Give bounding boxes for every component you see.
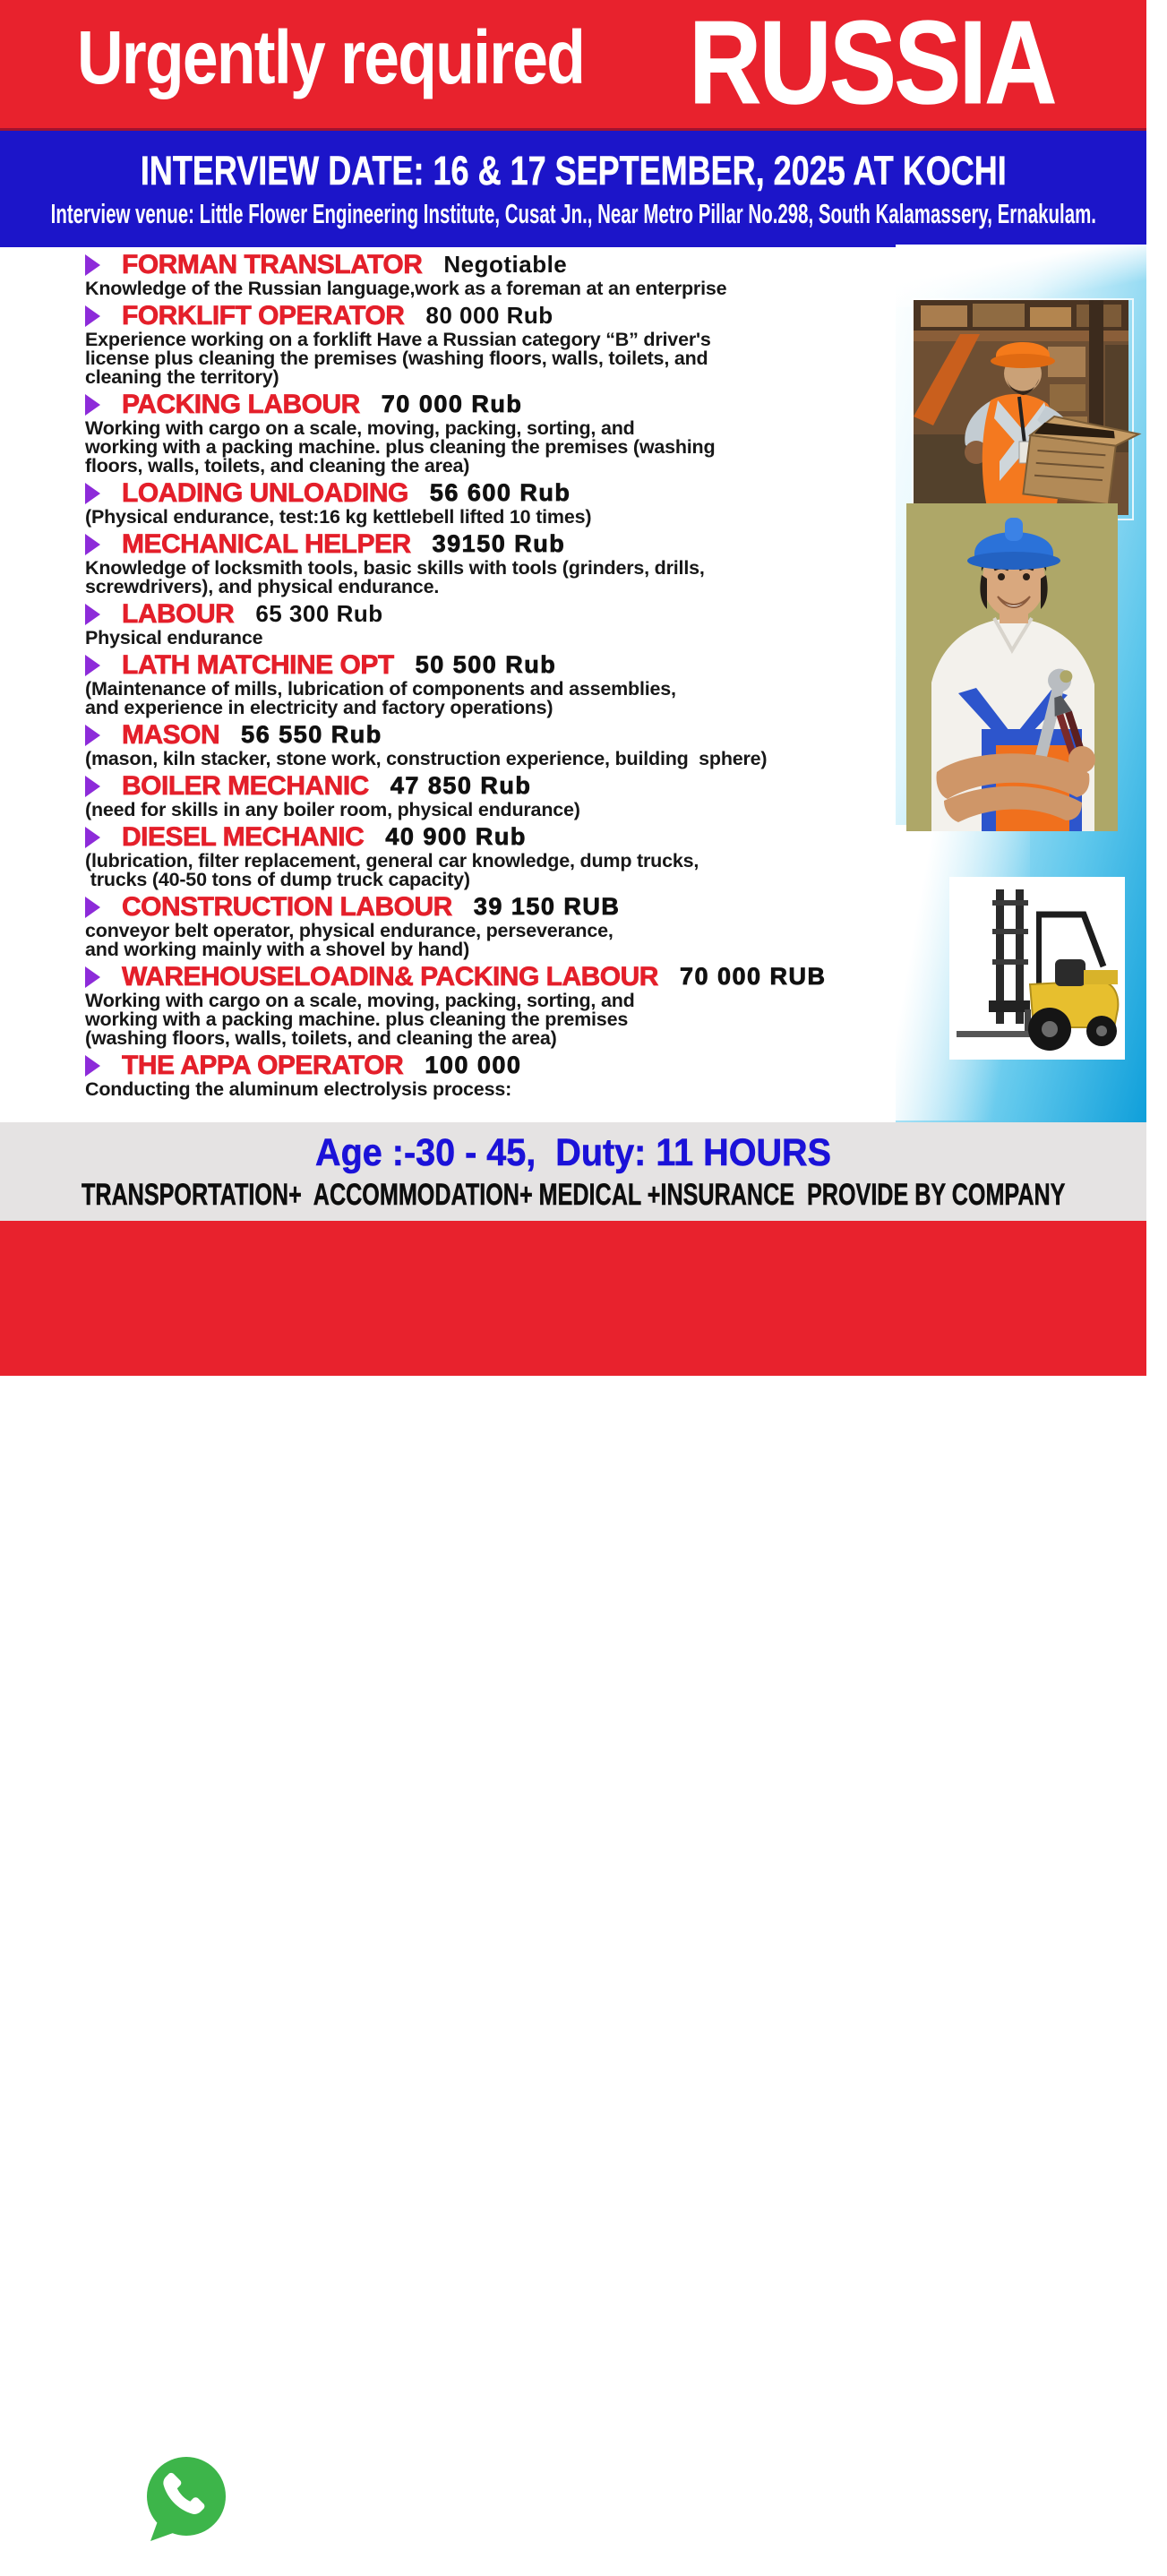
job-description	[85, 992, 905, 1048]
job-description	[85, 1080, 905, 1099]
benefits-line: TRANSPORTATION+ ACCOMMODATION+ MEDICAL +INSURANCE PROVIDE BY COMPANY	[81, 1177, 1066, 1212]
interview-venue-line: Interview venue: Little Flower Engineering Institute, Cusat Jn., Near Metro Pillar No.298, South Kalamassery, Ernakulam.	[50, 197, 1096, 229]
job-salary: 40 900 Rub	[385, 823, 527, 850]
bullet-arrow-icon	[85, 655, 100, 676]
bullet-arrow-icon	[85, 966, 100, 988]
job-title: PACKING LABOUR	[122, 390, 360, 419]
job-title: LABOUR	[122, 599, 235, 629]
job-description	[85, 852, 905, 889]
warehouse-worker-photo	[912, 298, 1134, 520]
job-description	[85, 680, 905, 717]
job-title: MASON	[122, 720, 220, 750]
job-description-line: floors, walls, toilets, and cleaning the area)	[85, 455, 470, 477]
job-title: DIESEL MECHANIC	[122, 822, 365, 852]
bullet-arrow-icon	[85, 305, 100, 327]
job-description-line: Conducting the aluminum electrolysis process:	[85, 1078, 512, 1100]
job-title: BOILER MECHANIC	[122, 771, 369, 801]
job-description	[85, 801, 905, 820]
bullet-arrow-icon	[85, 725, 100, 746]
job-title: THE APPA OPERATOR	[122, 1051, 404, 1080]
job-item	[85, 964, 905, 1048]
headline-urgently-required: Urgently required	[77, 15, 585, 99]
job-item	[85, 773, 905, 820]
job-salary: 39150 Rub	[432, 530, 566, 557]
phone-numbers: 9744603126, 7034289289	[245, 2460, 946, 2526]
job-description-line: (Physical endurance, test:16 kg kettlebell lifted 10 times)	[85, 506, 592, 528]
job-description-line: Working with cargo on a scale, moving, packing, sorting, and	[85, 417, 635, 439]
job-description-line: and working mainly with a shovel by hand)	[85, 939, 470, 960]
job-salary: 70 000 RUB	[679, 963, 827, 990]
job-salary: 65 300 Rub	[255, 600, 383, 627]
license-number: Lic. B-2025/MUM/PART/1000+/5/10343/2023	[492, 2537, 1019, 2574]
job-description-line: Physical endurance	[85, 627, 263, 648]
job-item	[85, 391, 905, 476]
job-description	[85, 922, 905, 959]
job-description-line: Experience working on a forklift Have a Russian category “B” driver's	[85, 329, 711, 350]
job-description-line: Working with cargo on a scale, moving, packing, sorting, and	[85, 990, 635, 1011]
job-description-line: (Maintenance of mills, lubrication of components and assemblies,	[85, 678, 676, 700]
job-salary: 70 000 Rub	[381, 391, 523, 417]
job-description	[85, 629, 905, 648]
job-title: LATH MATCHINE OPT	[122, 650, 394, 680]
job-description-line: (mason, kiln stacker, stone work, construction experience, building sphere)	[85, 748, 768, 769]
job-item	[85, 824, 905, 889]
bullet-arrow-icon	[85, 827, 100, 848]
job-description-line: license plus cleaning the premises (washing floors, walls, toilets, and	[85, 348, 708, 369]
job-item	[85, 722, 905, 769]
job-salary: 80 000 Rub	[425, 302, 553, 329]
job-description-line: conveyor belt operator, physical endurance, perseverance,	[85, 920, 614, 941]
contact-band	[0, 1221, 1146, 2575]
job-item	[85, 1052, 905, 1099]
job-description-line: trucks (40-50 tons of dump truck capacity)	[85, 869, 470, 890]
job-salary: 47 850 Rub	[390, 772, 532, 799]
job-salary: Negotiable	[443, 251, 568, 278]
job-description-line: screwdrivers), and physical endurance.	[85, 576, 440, 597]
job-title: LOADING UNLOADING	[122, 478, 408, 508]
job-description	[85, 331, 905, 387]
age-duty-line: Age :-30 - 45, Duty: 11 HOURS	[315, 1130, 831, 1174]
job-salary: 56 600 Rub	[429, 479, 571, 506]
header-red-band	[0, 0, 1146, 128]
conditions-band	[0, 1122, 1146, 1221]
job-description	[85, 279, 905, 298]
job-title: FORMAN TRANSLATOR	[122, 250, 423, 279]
job-description	[85, 508, 905, 527]
job-description	[85, 419, 905, 476]
whatsapp-icon	[143, 2453, 229, 2547]
job-description-line: Knowledge of the Russian language,work as a foreman at an enterprise	[85, 278, 727, 299]
bullet-arrow-icon	[85, 776, 100, 797]
job-item	[85, 480, 905, 527]
mechanic-photo	[906, 503, 1118, 831]
job-salary: 50 500 Rub	[415, 651, 557, 678]
job-description	[85, 750, 905, 769]
job-description-line: working with a packing machine. plus cleaning the premises (washing	[85, 436, 716, 458]
job-description-line: (washing floors, walls, toilets, and cleaning the area)	[85, 1027, 557, 1049]
bullet-arrow-icon	[85, 254, 100, 276]
bullet-arrow-icon	[85, 604, 100, 625]
job-item	[85, 601, 905, 648]
job-title: CONSTRUCTION LABOUR	[122, 892, 452, 922]
bullet-arrow-icon	[85, 394, 100, 416]
bullet-arrow-icon	[85, 897, 100, 918]
bullet-arrow-icon	[85, 483, 100, 504]
bullet-arrow-icon	[85, 1055, 100, 1077]
job-item	[85, 303, 905, 387]
job-item	[85, 652, 905, 717]
job-description-line: cleaning the territory)	[85, 366, 279, 388]
job-description-line: Knowledge of locksmith tools, basic skills with tools (grinders, drills,	[85, 557, 705, 579]
job-item	[85, 894, 905, 959]
bullet-arrow-icon	[85, 534, 100, 555]
job-salary: 39 150 RUB	[473, 893, 621, 920]
forklift-photo	[949, 877, 1125, 1060]
job-salary: 56 550 Rub	[241, 721, 382, 748]
job-title: WAREHOUSELOADIN& PACKING LABOUR	[122, 962, 658, 992]
job-salary: 100 000	[425, 1052, 522, 1078]
job-title: FORKLIFT OPERATOR	[122, 301, 405, 331]
job-title: MECHANICAL HELPER	[122, 529, 411, 559]
job-description-line: (need for skills in any boiler room, physical endurance)	[85, 799, 580, 820]
interview-info-band	[0, 128, 1146, 247]
job-description	[85, 559, 905, 597]
job-item	[85, 252, 905, 298]
job-description-line: (lubrication, filter replacement, general car knowledge, dump trucks,	[85, 850, 699, 872]
job-description-line: and experience in electricity and factory operations)	[85, 697, 553, 718]
company-name: M/s FAZAL ENTERPRISES	[64, 2537, 480, 2575]
job-list	[85, 252, 905, 1103]
job-item	[85, 531, 905, 597]
job-description-line: working with a packing machine. plus cleaning the premises	[85, 1009, 629, 1030]
interview-date-line: INTERVIEW DATE: 16 & 17 SEPTEMBER, 2025 AT KOCHI	[140, 147, 1007, 193]
headline-country: RUSSIA	[689, 0, 1055, 128]
